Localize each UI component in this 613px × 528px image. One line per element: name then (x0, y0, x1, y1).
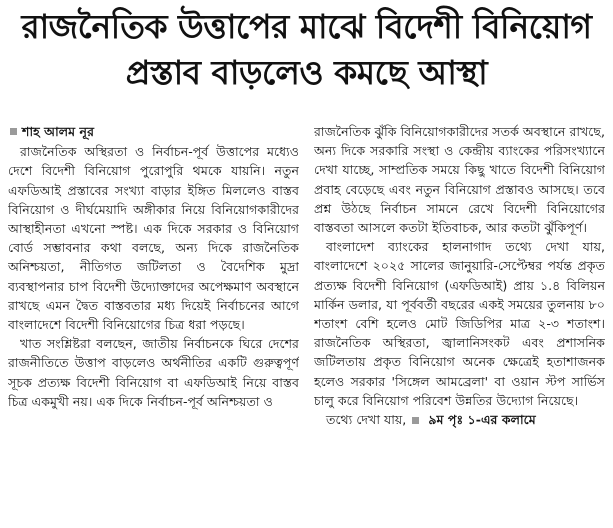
continued-square-icon (412, 417, 419, 424)
author-name: শাহ আলম নূর (22, 124, 94, 139)
paragraph: রাজনৈতিক ঝুঁকি বিনিয়োগকারীদের সতর্ক অবস্থানে রাখছে, অন্য দিকে সরকারি সংস্থা ও কেন্দ্রীয় ব্যাংকের পরিসংখ্যানে দেখা যাচ্ছে, সাম্প্রতিক সময়ে কিছু খাতে বিদেশী বিনিয়োগ প্রবাহ বেড়েছে এবং নতুন বিনিয়োগ প্রস্তাবও আসছে। তবে প্রশ্ন উঠছে নির্বাচন সামনে রেখে বিদেশী বিনিয়োগের বাস্তবতা আসলে কতটা ইতিবাচক, আর কতটা ঝুঁকিপূর্ণ। (314, 124, 605, 236)
headline-line-2: প্রস্তাব বাড়লেও কমছে আস্থা (125, 53, 488, 92)
continued-on-page: ৯ম পৃঃ ১-এর কলামে (428, 412, 536, 428)
continuation-lead-text: তথ্যে দেখা যায়, (326, 412, 407, 428)
byline-square-icon (10, 128, 17, 135)
article-body (8, 122, 605, 526)
paragraph: খাত সংশ্লিষ্টরা বলছেন, জাতীয় নির্বাচনকে ঘিরে দেশের রাজনীতিতে উত্তাপ বাড়লেও অর্থনীতির একটি গুরুত্বপূর্ণ সূচক প্রত্যক্ষ বিদেশী বিনিয়োগ বা এফডিআই নিয়ে বাস্তব চিত্র একমুখী নয়। এক দিকে নির্বাচন-পূর্ব অনিশ্চয়তা ও (8, 336, 299, 409)
byline (8, 122, 299, 141)
continuation-line (314, 410, 605, 429)
paragraph: রাজনৈতিক অস্থিরতা ও নির্বাচন-পূর্ব উত্তাপের মধ্যেও দেশে বিদেশী বিনিয়োগ পুরোপুরি থমকে যায়নি। নতুন এফডিআই প্রস্তাবের সংখ্যা বাড়ার ইঙ্গিত মিললেও বাস্তব বিনিয়োগ ও দীর্ঘমেয়াদি অঙ্গীকার নিয়ে বিনিয়োগকারীদের আস্থাহীনতা এখনো স্পষ্ট। এক দিকে সরকার ও বিনিয়োগ বোর্ড সম্ভাবনার কথা বলছে, অন্য দিকে রাজনৈতিক অনিশ্চয়তা, নীতিগত জটিলতা ও বৈদেশিক মুদ্রা ব্যবস্থাপনার চাপ বিদেশী উদ্যোক্তাদের অপেক্ষমাণ অবস্থানে রাখছে এমন দ্বৈত বাস্তবতার মধ্য দিয়েই নির্বাচনের আগে বাংলাদেশে বিদেশী বিনিয়োগের চিত্র ধরা পড়ছে। (8, 144, 299, 333)
paragraph: বাংলাদেশ ব্যাংকের হালনাগাদ তথ্যে দেখা যায়, বাংলাদেশে ২০২৫ সালের জানুয়ারি-সেপ্টেম্বর পর্যন্ত প্রকৃত প্রত্যক্ষ বিদেশী বিনিয়োগ (এফডিআই) প্রায় ১.৪ বিলিয়ন মার্কিন ডলার, যা পূর্ববর্তী বছরের একই সময়ের তুলনায় ৮০ শতাংশ বেশি হলেও মোট জিডিপির মাত্র ২-৩ শতাংশ। রাজনৈতিক অস্থিরতা, জ্বালানিসংকট এবং প্রশাসনিক জটিলতায় প্রকৃত বিনিয়োগ অনেক ক্ষেত্রেই হতাশাজনক হলেও সরকার 'সিঙ্গেল আমব্রেলা' বা ওয়ান স্টপ সার্ভিস চালু করে বিনিয়োগ পরিবেশ উন্নতির উদ্যোগ নিয়েছে। (314, 239, 605, 408)
article-column-left (8, 122, 299, 526)
headline (6, 4, 607, 96)
article-column-right (314, 122, 605, 526)
headline-line-1: রাজনৈতিক উত্তাপের মাঝে বিদেশী বিনিয়োগ (21, 7, 592, 46)
